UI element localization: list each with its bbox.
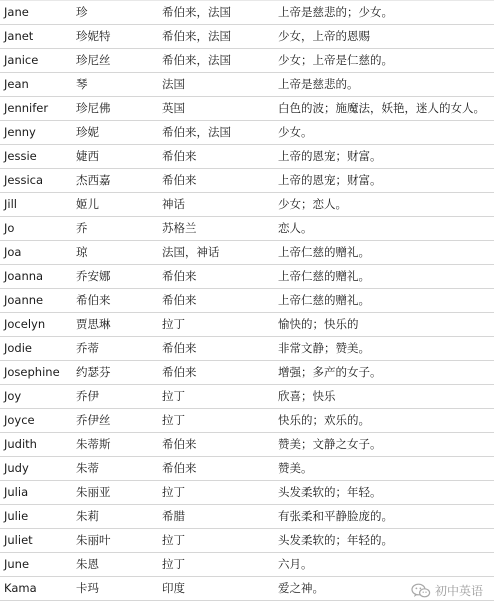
table-row: [0, 385, 494, 409]
name-english-cell: Jenny: [0, 121, 72, 145]
name-origin-cell: 希伯来: [158, 289, 274, 313]
name-english-cell: Joa: [0, 241, 72, 265]
name-english-cell: Julie: [0, 505, 72, 529]
name-chinese-cell: 乔伊丝: [72, 409, 158, 433]
name-chinese-cell: 朱莉: [72, 505, 158, 529]
name-origin-cell: 希伯来: [158, 337, 274, 361]
name-chinese-cell: 朱蒂: [72, 457, 158, 481]
name-meaning-cell: 上帝的恩宠；财富。: [274, 169, 494, 193]
name-origin-cell: 苏格兰: [158, 217, 274, 241]
name-origin-cell: 拉丁: [158, 529, 274, 553]
name-english-cell: Jill: [0, 193, 72, 217]
name-origin-cell: 希伯来: [158, 145, 274, 169]
name-chinese-cell: 约瑟芬: [72, 361, 158, 385]
name-meaning-cell: 头发柔软的；年轻。: [274, 481, 494, 505]
name-meaning-cell: 少女；上帝是仁慈的。: [274, 49, 494, 73]
name-chinese-cell: 希伯来: [72, 289, 158, 313]
name-english-cell: Jessie: [0, 145, 72, 169]
name-origin-cell: 拉丁: [158, 553, 274, 577]
table-row: [0, 73, 494, 97]
table-row: [0, 505, 494, 529]
name-meaning-cell: 上帝是慈悲的。: [274, 73, 494, 97]
name-origin-cell: 法国: [158, 73, 274, 97]
name-chinese-cell: 杰西嘉: [72, 169, 158, 193]
name-origin-cell: 希伯来: [158, 265, 274, 289]
name-meaning-cell: 增强；多产的女子。: [274, 361, 494, 385]
name-meaning-cell: 白色的波；施魔法，妖艳，迷人的女人。: [274, 97, 494, 121]
name-chinese-cell: 珍妮: [72, 121, 158, 145]
name-meaning-cell: 上帝仁慈的赠礼。: [274, 289, 494, 313]
name-chinese-cell: 贾思琳: [72, 313, 158, 337]
name-origin-cell: 法国，神话: [158, 241, 274, 265]
name-meaning-cell: 恋人。: [274, 217, 494, 241]
name-english-cell: Jennifer: [0, 97, 72, 121]
name-origin-cell: 希伯来: [158, 361, 274, 385]
name-chinese-cell: 珍: [72, 1, 158, 25]
watermark-text: 初中英语: [434, 584, 483, 598]
table-row: [0, 337, 494, 361]
name-meaning-cell: 赞美；文静之女子。: [274, 433, 494, 457]
name-chinese-cell: 乔安娜: [72, 265, 158, 289]
name-meaning-cell: 头发柔软的；年轻的。: [274, 529, 494, 553]
name-origin-cell: 神话: [158, 193, 274, 217]
name-english-cell: Jocelyn: [0, 313, 72, 337]
name-meaning-cell: 爱之神。: [274, 577, 494, 601]
name-origin-cell: 希伯来: [158, 457, 274, 481]
name-meaning-cell: 少女。: [274, 121, 494, 145]
table-row: [0, 97, 494, 121]
name-meaning-cell: 快乐的；欢乐的。: [274, 409, 494, 433]
name-meaning-cell: 上帝仁慈的赠礼。: [274, 265, 494, 289]
name-english-cell: Jean: [0, 73, 72, 97]
table-row: [0, 529, 494, 553]
name-chinese-cell: 琼: [72, 241, 158, 265]
name-english-cell: Judith: [0, 433, 72, 457]
name-chinese-cell: 乔: [72, 217, 158, 241]
name-chinese-cell: 珍尼丝: [72, 49, 158, 73]
table-row: [0, 313, 494, 337]
name-origin-cell: 英国: [158, 97, 274, 121]
table-row: [0, 289, 494, 313]
name-chinese-cell: 珍尼佛: [72, 97, 158, 121]
table-row: [0, 25, 494, 49]
name-meaning-cell: 赞美。: [274, 457, 494, 481]
name-meaning-cell: 上帝仁慈的赠礼。: [274, 241, 494, 265]
name-chinese-cell: 乔伊: [72, 385, 158, 409]
name-english-cell: June: [0, 553, 72, 577]
name-origin-cell: 希伯来，法国: [158, 1, 274, 25]
name-english-cell: Joanna: [0, 265, 72, 289]
table-row: [0, 1, 494, 25]
name-meaning-cell: 上帝是慈悲的；少女。: [274, 1, 494, 25]
name-english-cell: Jessica: [0, 169, 72, 193]
name-chinese-cell: 琴: [72, 73, 158, 97]
name-chinese-cell: 朱恩: [72, 553, 158, 577]
name-english-cell: Jane: [0, 1, 72, 25]
names-table-body: [0, 1, 494, 601]
name-origin-cell: 拉丁: [158, 385, 274, 409]
table-row: [0, 361, 494, 385]
name-chinese-cell: 珍妮特: [72, 25, 158, 49]
name-origin-cell: 拉丁: [158, 313, 274, 337]
table-row: [0, 265, 494, 289]
name-english-cell: Janice: [0, 49, 72, 73]
name-english-cell: Julia: [0, 481, 72, 505]
name-origin-cell: 拉丁: [158, 409, 274, 433]
name-english-cell: Jo: [0, 217, 72, 241]
name-english-cell: Judy: [0, 457, 72, 481]
name-english-cell: Jodie: [0, 337, 72, 361]
name-chinese-cell: 朱蒂斯: [72, 433, 158, 457]
name-meaning-cell: 少女，上帝的恩赐: [274, 25, 494, 49]
table-row: [0, 145, 494, 169]
name-english-cell: Joy: [0, 385, 72, 409]
name-meaning-cell: 上帝的恩宠；财富。: [274, 145, 494, 169]
name-meaning-cell: 愉快的；快乐的: [274, 313, 494, 337]
table-row: [0, 457, 494, 481]
name-meaning-cell: 少女；恋人。: [274, 193, 494, 217]
table-row: [0, 553, 494, 577]
table-row: [0, 481, 494, 505]
name-chinese-cell: 卡玛: [72, 577, 158, 601]
name-meaning-cell: 欣喜；快乐: [274, 385, 494, 409]
table-row: [0, 121, 494, 145]
name-english-cell: Kama: [0, 577, 72, 601]
table-row: [0, 217, 494, 241]
table-row: [0, 409, 494, 433]
table-row: [0, 433, 494, 457]
watermark: [408, 581, 486, 600]
name-english-cell: Joanne: [0, 289, 72, 313]
name-origin-cell: 希伯来，法国: [158, 49, 274, 73]
table-row: [0, 193, 494, 217]
name-english-cell: Joyce: [0, 409, 72, 433]
name-meaning-cell: 有张柔和平静脸庞的。: [274, 505, 494, 529]
name-origin-cell: 印度: [158, 577, 274, 601]
name-meaning-cell: 非常文静；赞美。: [274, 337, 494, 361]
name-chinese-cell: 朱丽亚: [72, 481, 158, 505]
table-row: [0, 169, 494, 193]
name-english-cell: Josephine: [0, 361, 72, 385]
name-origin-cell: 希伯来: [158, 433, 274, 457]
name-meaning-cell: 六月。: [274, 553, 494, 577]
name-origin-cell: 希伯来: [158, 169, 274, 193]
name-origin-cell: 希腊: [158, 505, 274, 529]
name-chinese-cell: 姬儿: [72, 193, 158, 217]
name-chinese-cell: 乔蒂: [72, 337, 158, 361]
name-chinese-cell: 朱丽叶: [72, 529, 158, 553]
name-origin-cell: 希伯来，法国: [158, 25, 274, 49]
name-origin-cell: 希伯来，法国: [158, 121, 274, 145]
name-english-cell: Juliet: [0, 529, 72, 553]
table-row: [0, 49, 494, 73]
wechat-icon: [411, 583, 431, 599]
name-origin-cell: 拉丁: [158, 481, 274, 505]
table-row: [0, 241, 494, 265]
name-chinese-cell: 婕西: [72, 145, 158, 169]
name-english-cell: Janet: [0, 25, 72, 49]
